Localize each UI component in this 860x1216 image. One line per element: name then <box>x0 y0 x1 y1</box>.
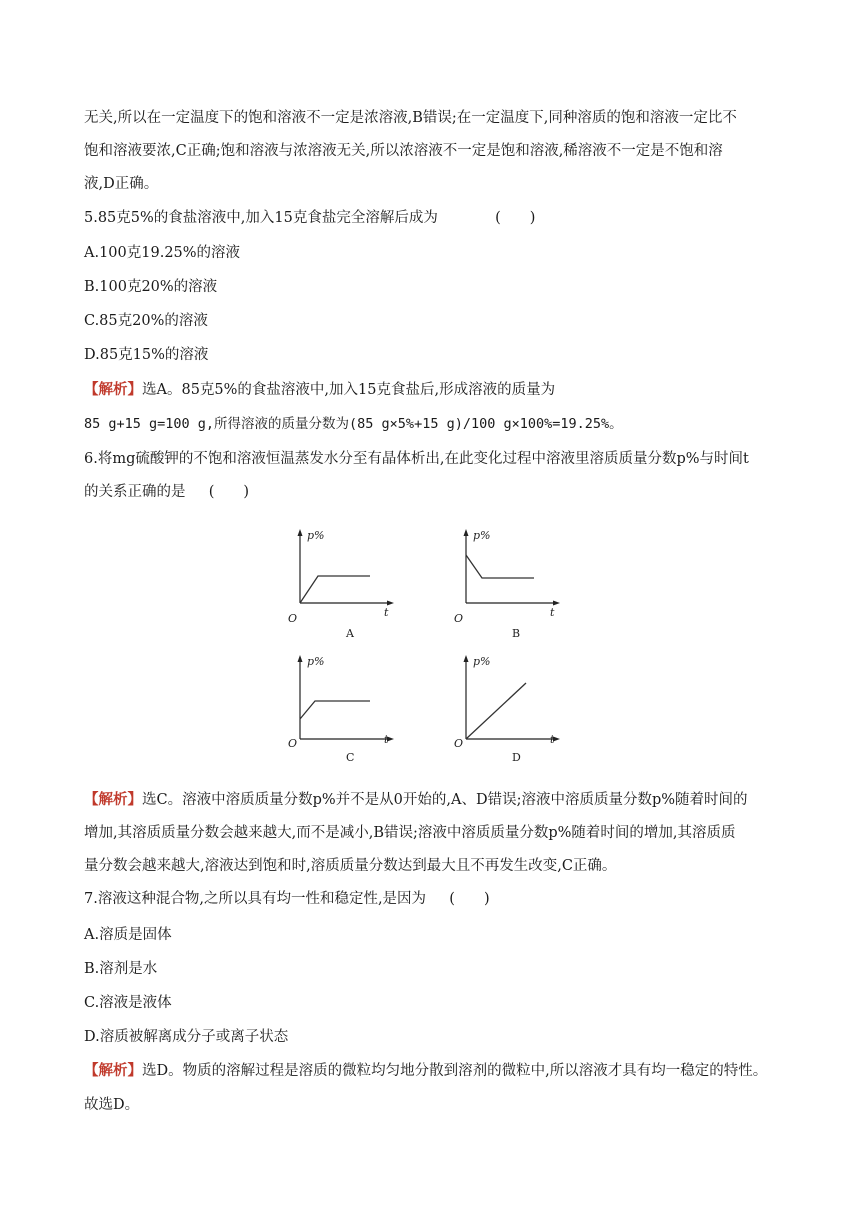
graph-a-origin: O <box>288 612 298 625</box>
graph-c-origin: O <box>288 737 298 750</box>
q6-analysis-line-3: 量分数会越来越大,溶液达到饱和时,溶质质量分数达到最大且不再发生改变,C正确。 <box>84 858 617 874</box>
prev-answer-line-1: 无关,所以在一定温度下的饱和溶液不一定是浓溶液,B错误;在一定温度下,同种溶质的饱和溶液一定比不 <box>84 110 737 126</box>
q5-analysis-calc: 85 g+15 g=100 g,所得溶液的质量分数为(85 g×5%+15 g)/100 g×100%=19.25%。 <box>84 416 623 432</box>
q6-analysis <box>84 790 748 810</box>
graph-a-y-label: p% <box>307 529 325 542</box>
graph-d-caption: D <box>512 751 521 764</box>
q5-option-c: C.85克20%的溶液 <box>84 313 208 329</box>
graph-b-x-arrow <box>553 601 560 606</box>
graph-c-caption: C <box>346 751 355 764</box>
q6-answer-blank: ( ) <box>208 484 250 500</box>
q6-stem-line-1: 6.将mg硫酸钾的不饱和溶液恒温蒸发水分至有晶体析出,在此变化过程中溶液里溶质质量分数p%与时间t <box>84 451 749 467</box>
graph-c-y-label: p% <box>307 655 325 668</box>
graph-d-y-label: p% <box>473 655 491 668</box>
graph-b-x-label: t <box>550 606 555 619</box>
graph-a-x-label: t <box>384 606 389 619</box>
q5-option-a: A.100克19.25%的溶液 <box>84 245 241 261</box>
q7-analysis-line-2: 故选D。 <box>84 1097 140 1113</box>
prev-answer-line-2: 饱和溶液要浓,C正确;饱和溶液与浓溶液无关,所以浓溶液不一定是饱和溶液,稀溶液不一定是不饱和溶 <box>84 143 723 159</box>
q7-option-c: C.溶液是液体 <box>84 995 172 1011</box>
q7-stem <box>84 889 490 909</box>
q6-analysis-line-2: 增加,其溶质质量分数会越来越大,而不是减小,B错误;溶液中溶质质量分数p%随着时间的增加,其溶质质 <box>84 825 736 841</box>
analysis-tag: 【解析】 <box>84 791 142 808</box>
q7-analysis <box>84 1061 767 1081</box>
q5-analysis-text: 选A。85克5%的食盐溶液中,加入15克食盐后,形成溶液的质量为 <box>142 382 556 398</box>
q6-graphs-svg <box>280 525 580 765</box>
q5-option-d: D.85克15%的溶液 <box>84 347 209 363</box>
analysis-tag: 【解析】 <box>84 1062 142 1079</box>
q6-stem-text: 的关系正确的是 <box>84 484 186 500</box>
graph-a-curve <box>300 576 370 603</box>
q7-option-d: D.溶质被解离成分子或离子状态 <box>84 1029 289 1045</box>
graph-d-curve <box>466 683 526 739</box>
graph-a <box>288 529 394 640</box>
graph-a-caption: A <box>346 627 354 640</box>
graph-c-y-arrow <box>298 655 303 662</box>
graph-b <box>454 529 560 640</box>
q7-option-b: B.溶剂是水 <box>84 961 158 977</box>
graph-c <box>288 655 394 764</box>
q5-option-b: B.100克20%的溶液 <box>84 279 218 295</box>
q7-option-a: A.溶质是固体 <box>84 927 172 943</box>
graph-d <box>454 655 560 764</box>
q5-answer-blank: ( ) <box>495 210 536 226</box>
q6-stem-line-2 <box>84 482 249 502</box>
graph-d-x-label: t <box>550 733 555 746</box>
graph-a-y-arrow <box>298 529 303 536</box>
graph-b-curve <box>466 555 534 578</box>
q7-analysis-text: 选D。物质的溶解过程是溶质的微粒均匀地分散到溶剂的微粒中,所以溶液才具有均一稳定的特性。 <box>142 1063 768 1079</box>
graph-b-origin: O <box>454 612 464 625</box>
q7-answer-blank: ( ) <box>449 891 490 907</box>
graph-a-x-arrow <box>387 601 394 606</box>
q6-graph-options <box>280 525 580 765</box>
graph-b-caption: B <box>512 627 521 640</box>
analysis-tag: 【解析】 <box>84 381 142 398</box>
prev-answer-line-3: 液,D正确。 <box>84 176 159 192</box>
q5-analysis <box>84 380 555 400</box>
graph-b-y-arrow <box>464 529 469 536</box>
graph-d-y-arrow <box>464 655 469 662</box>
graph-d-origin: O <box>454 737 464 750</box>
graph-c-x-label: t <box>384 733 389 746</box>
graph-c-curve <box>300 701 370 719</box>
graph-b-y-label: p% <box>473 529 491 542</box>
q7-stem-text: 7.溶液这种混合物,之所以具有均一性和稳定性,是因为 <box>84 891 427 907</box>
q5-stem-text: 5.85克5%的食盐溶液中,加入15克食盐完全溶解后成为 <box>84 210 438 226</box>
q5-stem <box>84 208 535 228</box>
q6-analysis-text: 选C。溶液中溶质质量分数p%并不是从0开始的,A、D错误;溶液中溶质质量分数p%随着时间的 <box>142 792 748 808</box>
